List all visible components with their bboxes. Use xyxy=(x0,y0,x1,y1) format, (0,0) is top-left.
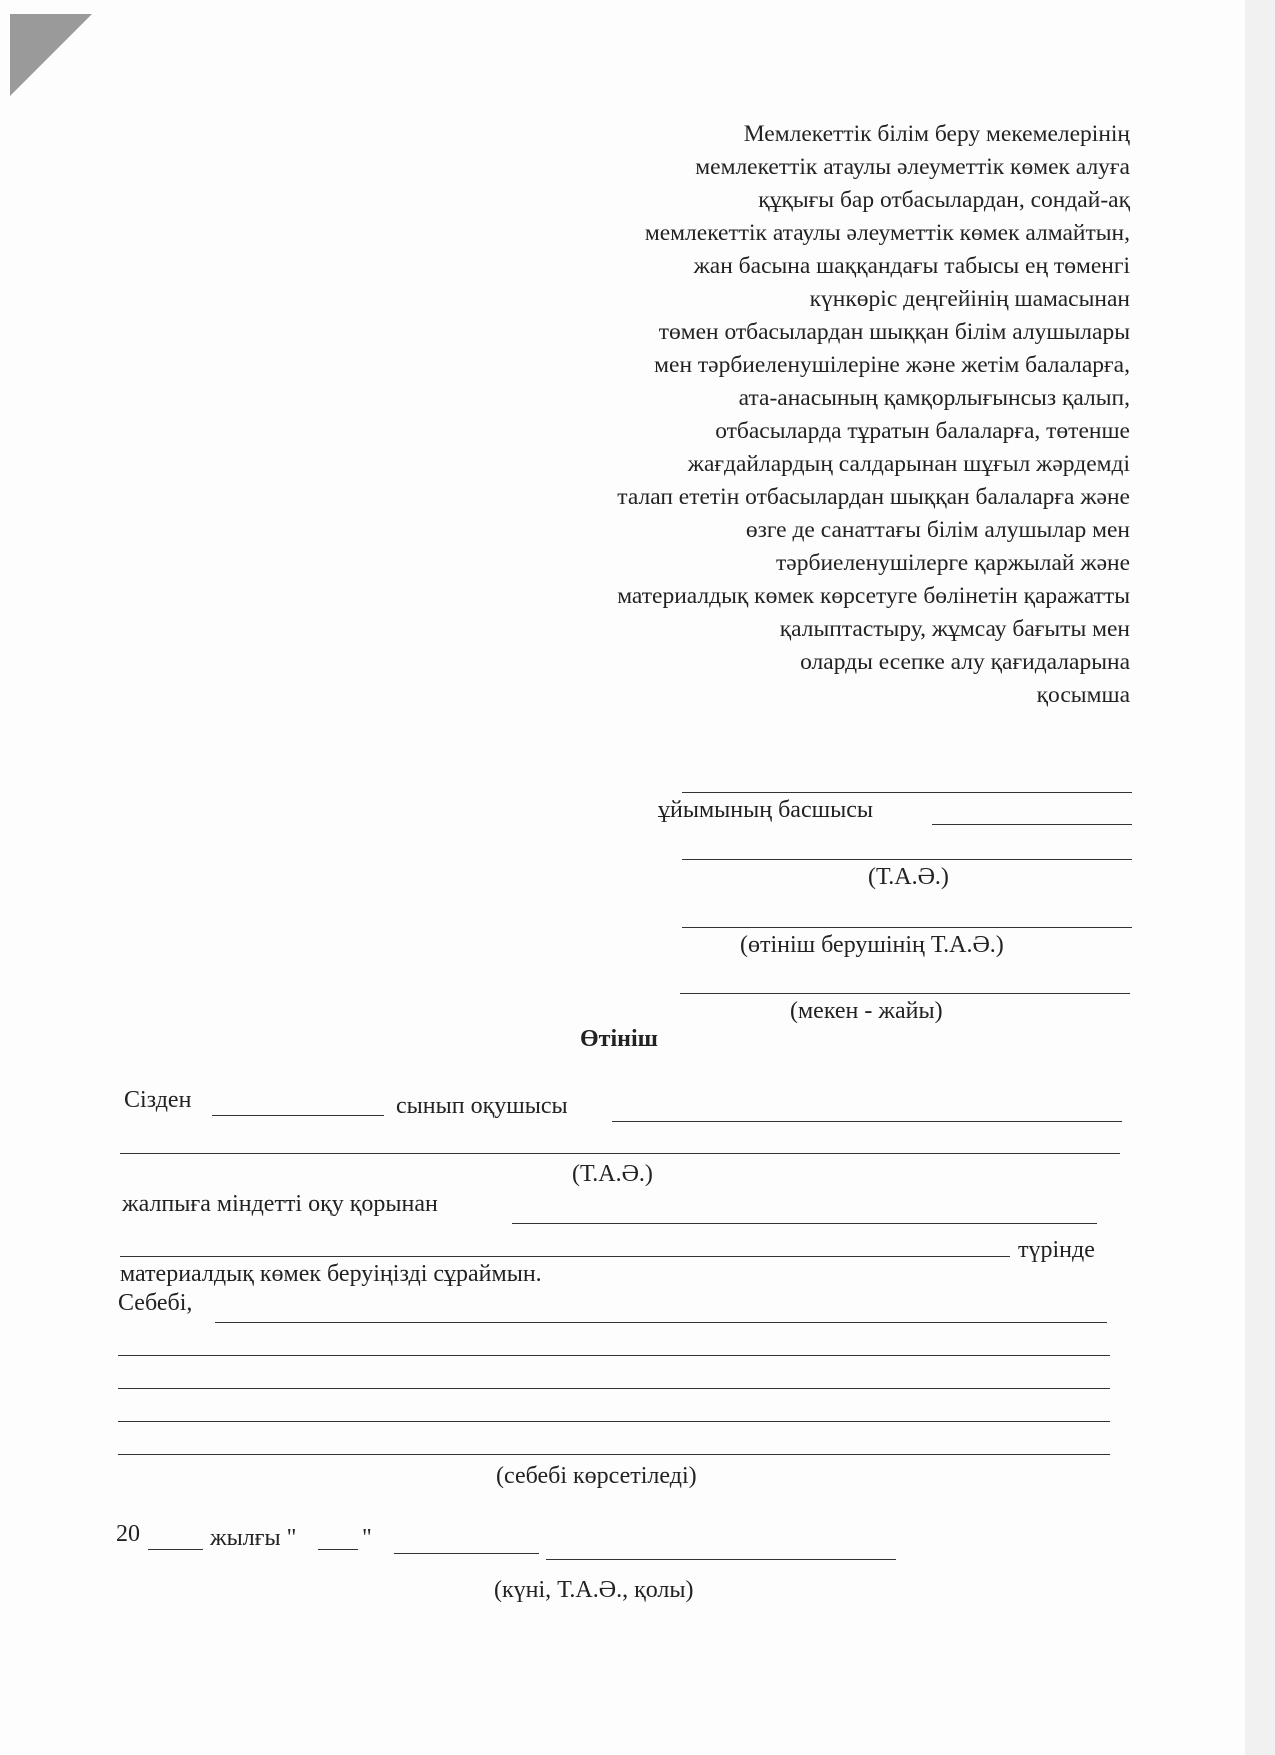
header-line: материалдық көмек көрсетуге бөлінетін қаражатты xyxy=(617,583,1130,609)
student-fio-hint: (Т.А.Ә.) xyxy=(572,1161,653,1187)
scan-edge xyxy=(1245,0,1275,1755)
reason-hint: (себебі көрсетіледі) xyxy=(496,1463,697,1489)
head-name-line[interactable] xyxy=(932,824,1132,825)
reason-label: Себебі, xyxy=(118,1290,193,1316)
class-field[interactable] xyxy=(212,1115,384,1116)
address-line[interactable] xyxy=(680,993,1130,994)
year-field[interactable] xyxy=(148,1549,203,1550)
header-line: отбасыларда тұратын балаларға, төтенше xyxy=(715,418,1130,444)
header-line: талап ететін отбасылардан шыққан балаларға және xyxy=(617,484,1130,510)
form-of-label: түрінде xyxy=(1018,1237,1095,1263)
header-line: өзге де санаттағы білім алушылар мен xyxy=(745,517,1130,543)
student-name-field-2[interactable] xyxy=(120,1153,1120,1154)
header-line: оларды есепке алу қағидаларына xyxy=(800,649,1130,675)
applicant-hint: (өтініш берушінің Т.А.Ә.) xyxy=(740,932,1004,958)
request-text: материалдық көмек беруіңізді сұраймын. xyxy=(120,1261,542,1287)
year-prefix: 20 xyxy=(116,1521,140,1547)
appendix-header xyxy=(430,118,1130,712)
signature-hint: (күні, Т.А.Ә., қолы) xyxy=(494,1577,694,1603)
header-line: жан басына шаққандағы табысы ең төменгі xyxy=(693,253,1130,279)
year-suffix: жылғы " xyxy=(210,1525,297,1551)
reason-field-1[interactable] xyxy=(215,1322,1107,1323)
header-line: ата-анасының қамқорлығынсыз қалып, xyxy=(738,385,1130,411)
organization-name-line[interactable] xyxy=(682,792,1132,793)
header-line: құқығы бар отбасылардан, сондай-ақ xyxy=(758,187,1130,213)
folded-corner xyxy=(10,14,92,96)
header-line: қалыптастыру, жұмсау бағыты мен xyxy=(779,616,1130,642)
signature-field[interactable] xyxy=(546,1559,896,1560)
fund-amount-field[interactable] xyxy=(512,1223,1097,1224)
reason-field-5[interactable] xyxy=(118,1454,1110,1455)
header-line: Мемлекеттік білім беру мекемелерінің xyxy=(743,121,1130,147)
header-line: мемлекеттік атаулы әлеуметтік көмек алмайтын, xyxy=(644,220,1130,246)
header-line: мен тәрбиеленушілеріне және жетім балаларға, xyxy=(654,352,1130,378)
form-of-field[interactable] xyxy=(120,1256,1010,1257)
class-label: сынып оқушысы xyxy=(396,1093,568,1119)
header-line: тәрбиеленушілерге қаржылай және xyxy=(776,550,1130,576)
day-field[interactable] xyxy=(318,1549,358,1550)
reason-field-3[interactable] xyxy=(118,1388,1110,1389)
head-label: ұйымының басшысы xyxy=(658,797,873,823)
header-line: күнкөріс деңгейінің шамасынан xyxy=(809,286,1130,312)
reason-field-2[interactable] xyxy=(118,1355,1110,1356)
head-name-line-2[interactable] xyxy=(682,859,1132,860)
form-title: Өтініш xyxy=(580,1026,658,1052)
quote-close: " xyxy=(362,1525,372,1551)
header-line: мемлекеттік атаулы әлеуметтік көмек алуға xyxy=(695,154,1130,180)
reason-field-4[interactable] xyxy=(118,1421,1110,1422)
student-name-field[interactable] xyxy=(612,1121,1122,1122)
fund-label: жалпыға міндетті оқу қорынан xyxy=(122,1191,438,1217)
fio-hint: (Т.А.Ә.) xyxy=(868,864,949,890)
header-line: төмен отбасылардан шыққан білім алушылары xyxy=(658,319,1130,345)
header-line: жағдайлардың салдарынан шұғыл жәрдемді xyxy=(687,451,1130,477)
applicant-name-line[interactable] xyxy=(682,927,1132,928)
address-hint: (мекен - жайы) xyxy=(790,998,943,1024)
from-label: Сізден xyxy=(124,1087,192,1113)
month-field[interactable] xyxy=(394,1553,539,1554)
header-line: қосымша xyxy=(1036,682,1130,708)
